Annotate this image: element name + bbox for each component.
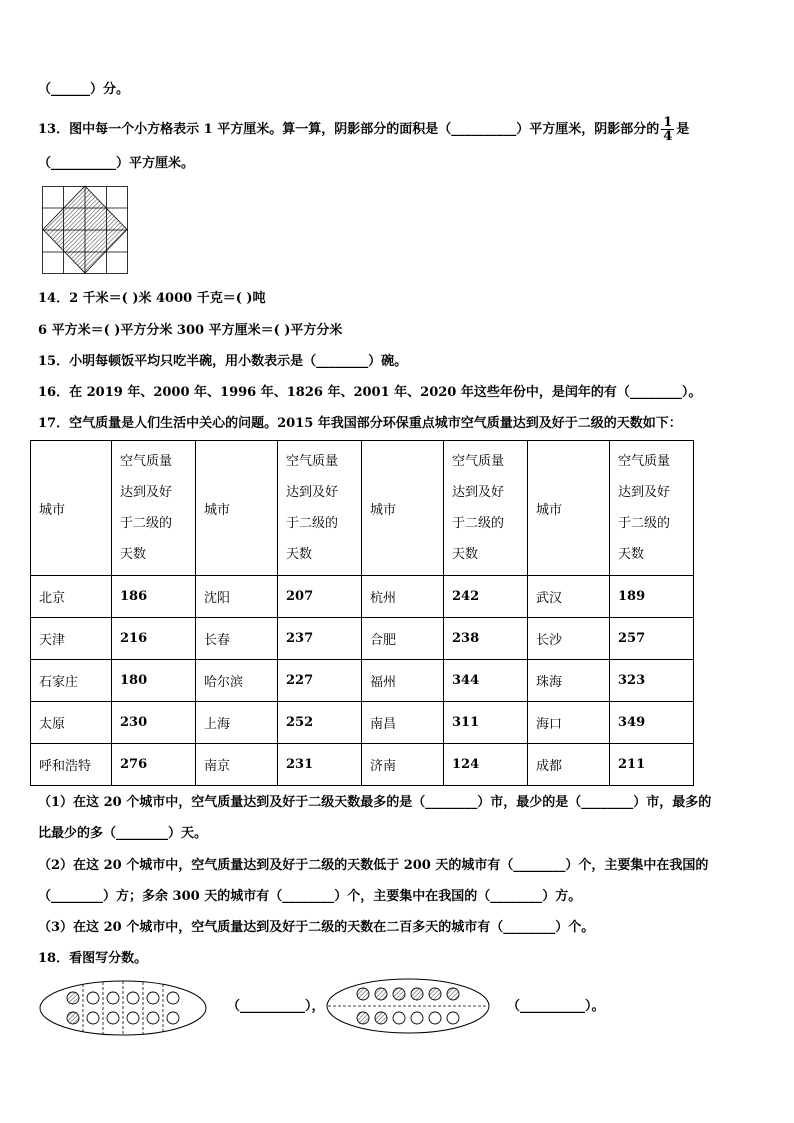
frac-numerator: 1 bbox=[663, 115, 673, 130]
city-cell: 太原 bbox=[31, 702, 112, 744]
q17-sub3: （3）在这 20 个城市中，空气质量达到及好于二级的天数在二百多天的城市有（________）个。 bbox=[38, 920, 595, 935]
q17-intro: 17．空气质量是人们生活中关心的问题。2015 年我国部分环保重点城市空气质量达到及好于二级的天数如下： bbox=[38, 416, 682, 431]
air-quality-table bbox=[30, 440, 694, 786]
city-cell: 济南 bbox=[362, 744, 444, 786]
days-cell: 238 bbox=[444, 618, 528, 660]
q13-grid-figure bbox=[42, 186, 128, 274]
q13-fraction bbox=[661, 116, 674, 143]
days-cell: 257 bbox=[610, 618, 694, 660]
days-cell: 349 bbox=[610, 702, 694, 744]
frac-denominator: 4 bbox=[663, 129, 673, 144]
city-cell: 长春 bbox=[196, 618, 278, 660]
table-row bbox=[31, 744, 694, 786]
header-city: 城市 bbox=[528, 441, 610, 576]
city-cell: 海口 bbox=[528, 702, 610, 744]
q16-text: 16．在 2019 年、2000 年、1996 年、1826 年、2001 年、2020 年这些年份中，是闰年的有（________）。 bbox=[38, 385, 702, 400]
q18-figure-1 bbox=[38, 978, 208, 1038]
days-cell: 323 bbox=[610, 660, 694, 702]
city-cell: 呼和浩特 bbox=[31, 744, 112, 786]
q14-line1: 14．2 千米＝( )米 4000 千克＝( )吨 bbox=[38, 291, 266, 306]
q17-sub1-line2: 比最少的多（________）天。 bbox=[38, 826, 208, 841]
city-cell: 南昌 bbox=[362, 702, 444, 744]
line-top: （______）分。 bbox=[38, 82, 130, 97]
city-cell: 长沙 bbox=[528, 618, 610, 660]
days-cell: 189 bbox=[610, 576, 694, 618]
city-cell: 福州 bbox=[362, 660, 444, 702]
days-cell: 276 bbox=[112, 744, 196, 786]
city-cell: 石家庄 bbox=[31, 660, 112, 702]
q13-text-b: 是 bbox=[676, 122, 690, 137]
days-cell: 231 bbox=[278, 744, 362, 786]
q18-figure-2 bbox=[325, 976, 491, 1036]
days-cell: 242 bbox=[444, 576, 528, 618]
days-cell: 207 bbox=[278, 576, 362, 618]
table-row bbox=[31, 660, 694, 702]
city-cell: 天津 bbox=[31, 618, 112, 660]
q13-line1 bbox=[38, 116, 689, 143]
city-cell: 合肥 bbox=[362, 618, 444, 660]
q18-blank-2: （__________）。 bbox=[507, 999, 605, 1014]
q18-blank-1: （__________）， bbox=[227, 999, 325, 1014]
q17-sub1-line1: （1）在这 20 个城市中，空气质量达到及好于二级天数最多的是（________）市，最少的是（________）市，最多的 bbox=[38, 795, 712, 810]
city-cell: 上海 bbox=[196, 702, 278, 744]
table-row bbox=[31, 576, 694, 618]
q17-sub2-line1: （2）在这 20 个城市中，空气质量达到及好于二级的天数低于 200 天的城市有（________）个，主要集中在我国的 bbox=[38, 858, 709, 873]
days-cell: 237 bbox=[278, 618, 362, 660]
city-cell: 珠海 bbox=[528, 660, 610, 702]
city-cell: 武汉 bbox=[528, 576, 610, 618]
table-row bbox=[31, 702, 694, 744]
q17-sub2-line2: （________）方；多余 300 天的城市有（________）个，主要集中在我国的（________）方。 bbox=[38, 889, 582, 904]
header-city: 城市 bbox=[31, 441, 112, 576]
header-days: 空气质量 达到及好 于二级的 天数 bbox=[278, 441, 362, 576]
city-cell: 哈尔滨 bbox=[196, 660, 278, 702]
q14-line2: 6 平方米＝( )平方分米 300 平方厘米＝( )平方分米 bbox=[38, 323, 343, 338]
city-cell: 杭州 bbox=[362, 576, 444, 618]
days-cell: 180 bbox=[112, 660, 196, 702]
header-days: 空气质量 达到及好 于二级的 天数 bbox=[112, 441, 196, 576]
city-cell: 南京 bbox=[196, 744, 278, 786]
days-cell: 124 bbox=[444, 744, 528, 786]
city-cell: 沈阳 bbox=[196, 576, 278, 618]
header-city: 城市 bbox=[362, 441, 444, 576]
days-cell: 216 bbox=[112, 618, 196, 660]
header-days: 空气质量 达到及好 于二级的 天数 bbox=[444, 441, 528, 576]
q13-line2: （__________）平方厘米。 bbox=[38, 156, 195, 171]
table-header-row bbox=[31, 441, 694, 576]
table-row bbox=[31, 618, 694, 660]
city-cell: 北京 bbox=[31, 576, 112, 618]
q13-text-a: 13．图中每一个小方格表示 1 平方厘米。算一算，阴影部分的面积是（__________）平方厘米，阴影部分的 bbox=[38, 122, 660, 137]
header-city: 城市 bbox=[196, 441, 278, 576]
q18-title: 18．看图写分数。 bbox=[38, 951, 148, 966]
days-cell: 227 bbox=[278, 660, 362, 702]
city-cell: 成都 bbox=[528, 744, 610, 786]
days-cell: 344 bbox=[444, 660, 528, 702]
days-cell: 252 bbox=[278, 702, 362, 744]
days-cell: 311 bbox=[444, 702, 528, 744]
grid-lines bbox=[42, 186, 128, 274]
days-cell: 230 bbox=[112, 702, 196, 744]
days-cell: 211 bbox=[610, 744, 694, 786]
q15-text: 15．小明每顿饭平均只吃半碗，用小数表示是（________）碗。 bbox=[38, 354, 408, 369]
header-days: 空气质量 达到及好 于二级的 天数 bbox=[610, 441, 694, 576]
days-cell: 186 bbox=[112, 576, 196, 618]
